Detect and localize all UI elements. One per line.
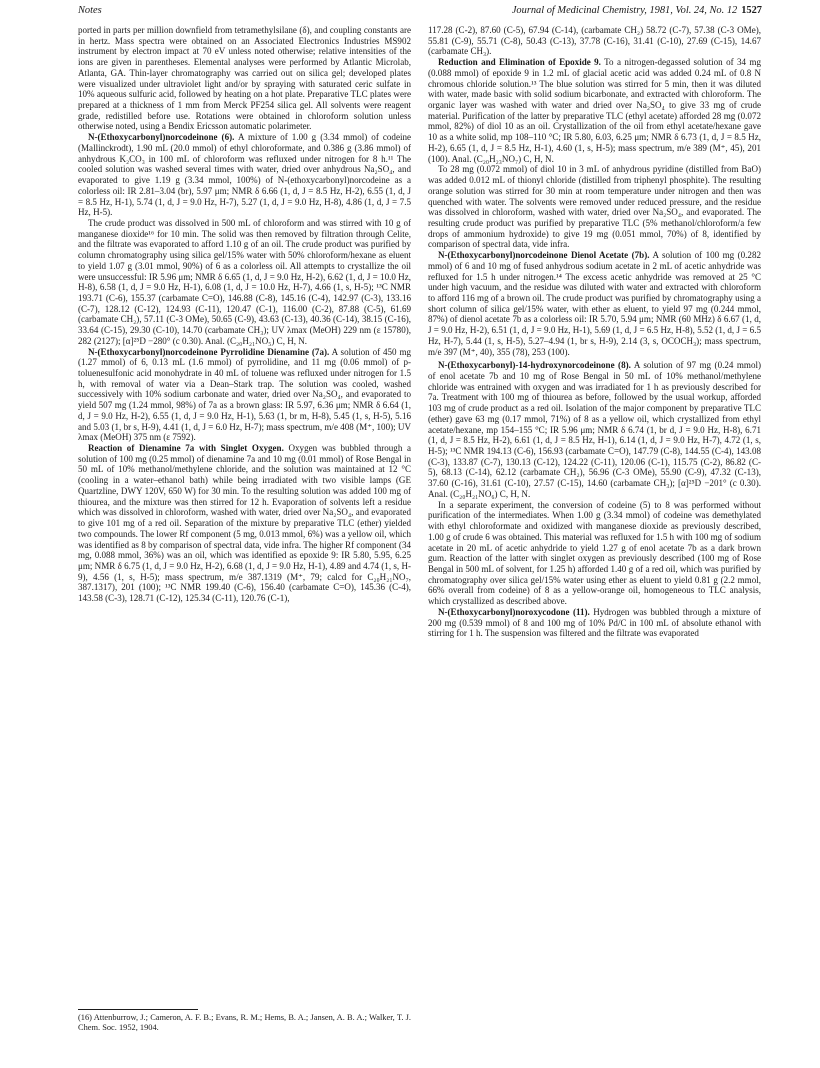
paragraph: [428, 360, 761, 499]
right-column: [428, 25, 761, 639]
paragraph: [428, 25, 761, 57]
paragraph-text: To a nitrogen-degassed solution of 34 mg (0.088 mmol) of epoxide 9 in 1.2 mL of glacial acetic acid was added 0.24 mL of 0.8 N chromous chloride solution.¹³ The blue solution was stirred for 5 min, then it was diluted with water, made basic with solid sodium bicarbonate, and extracted with chloroform. The organic layer was washed with water and dried over Na₂SO₄ to give 33 mg of crude material. Purification of the latter by preparative TLC (ethyl acetate) afforded 28 mg (0.072 mmol, 82%) of diol 10 as an oil. Crystallization of the oil from ethyl acetate/hexane gave 10 as a white solid, mp 108–110 °C; IR 5.80, 6.03, 6.25 μm; NMR δ 6.73 (1, d, J = 8.5 Hz, H-2), 6.65 (1, d, J = 8.5 Hz, H-1), 4.60 (1, s, H-5); mass spectrum, m/e 389 (M⁺, 45), 201 (100). Anal. (C₂₀H₂₃NO₇) C, H, N.: [428, 57, 761, 164]
paragraph-text: Hydrogen was bubbled through a mixture of 200 mg (0.539 mmol) of 8 and 100 mg of 10% Pd/C in 100 mL of absolute ethanol with stirring for 1 h. The suspension was filtered and the filtrate was evaporated: [428, 606, 761, 639]
paragraph: [428, 500, 761, 607]
paragraph: [78, 347, 411, 443]
journal-citation: [512, 5, 762, 16]
running-header: [78, 5, 762, 19]
paragraph-text: A mixture of 1.00 g (3.34 mmol) of codeine (Mallinckrodt), 1.90 mL (20.0 mmol) of ethyl chloroformate, and 0.386 g (3.86 mmol) of anhydrous K₂CO₃ in 100 mL of chloroform was refluxed under nitrogen for 8 h.¹¹ The cooled solution was washed several times with water, dried over anhydrous Na₂SO₄, and evaporated to give 1.19 g (3.34 mmol, 100%) of N-(ethoxycarbonyl)norcodeine as a colorless oil: IR 2.81–3.04 (br), 5.97 μm; NMR δ 6.66 (1, d, J = 8.5 Hz, H-2), 6.55 (1, d, J = 8.5 Hz, H-1), 5.74 (1, d, J = 9.0 Hz, H-7), 5.27 (1, d, J = 9.0 Hz, H-8), 4.86 (1, d, J = 7.5 Hz, H-5).: [78, 132, 412, 218]
paragraph: [428, 607, 761, 639]
paragraph-text: To 28 mg (0.072 mmol) of diol 10 in 3 mL of anhydrous pyridine (distilled from BaO) was added 0.012 mL of thionyl chloride (distilled from triphenyl phosphite). The resulting orange solution was stirred for 30 min at room temperature under nitrogen and then was quenched with water. The solvents were removed under reduced pressure, and the residue was dissolved in chloroform, washed with water, dried over Na₂SO₄, and evaporated. The resulting crude product was purified by preparative TLC (5% methanol/chloroform/a few drops of ammonium hydroxide) to give 19 mg (0.051 mmol, 70%) of 8, identified by comparison of spectral data, vide infra.: [428, 164, 761, 250]
paragraph-text: In a separate experiment, the conversion of codeine (5) to 8 was performed without purification of the intermediates. When 1.00 g (3.34 mmol) of codeine was demethylated with ethyl chloroformate and oxidized with manganese dioxide as previously described, 1.00 g of crude 6 was obtained. This material was refluxed for 1.5 h with 100 mg of sodium acetate in 20 mL of acetic anhydride to yield 1.27 g of enol acetate 7b as a dark brown gum. Reaction of the latter with singlet oxygen as previously described (100 mg of Rose Bengal in 500 mL of solvent, for 1.25 h) afforded 1.40 g of a red oil, which was purified by chromatography over silica gel/15% water using ether as eluent to yield 0.81 g (2.2 mmol, 66% overall from codeine) of 8 as a yellow-orange oil, homogeneous to TLC analysis, which crystallized as described above.: [428, 499, 761, 607]
paragraph: [428, 164, 761, 250]
section-heading: N-(Ethoxycarbonyl)norcodeinone (6).: [88, 132, 235, 143]
paragraph-text: Oxygen was bubbled through a solution of 100 mg (0.25 mmol) of dienamine 7a and 10 mg (0.01 mmol) of Rose Bengal in 50 mL of 10% methanol/methylene chloride, and the solution was maintained at 12 °C (cooling in a water–ethanol bath) while being irradiated with two visible lamps (GE Quartzline, DWY 120V, 650 W) for 30 min. To the resulting solution was added 100 mg of thiourea, and the mixture was then stirred for 12 h. Evaporation of solvents left a residue which was dissolved in chloroform, washed with water, dried over Na₂SO₄, and evaporated to give 101 mg of a red oil. Separation of the mixture by preparative TLC (ether) yielded two compounds. The lower Rf component (5 mg, 0.013 mmol, 6%) was a yellow oil, which was identified as 8 by comparison of spectral data, vide infra. The higher Rf component (34 mg, 0.088 mmol, 36%) was an oil, which was identified as epoxide 9: IR 5.80, 5.95, 6.25 μm; NMR δ 6.75 (1, d, J = 9.0 Hz, H-2), 6.68 (1, d, J = 9.0 Hz, H-1), 4.89 and 4.74 (1, s, H-9), 4.56 (1, s, H-5); mass spectrum, m/e 387.1319 (M⁺, 79; calcd for C₂₀H₂₁NO₇, 387.1317), 201 (100); ¹³C NMR 199.40 (C-6), 156.40 (carbamate C=O), 145.36 (C-4), 143.58 (C-3), 128.71 (C-12), 125.34 (C-11), 120.76 (C-1),: [78, 443, 411, 604]
paragraph-text: The crude product was dissolved in 500 mL of chloroform and was stirred with 10 g of manganese dioxide¹⁶ for 10 min. The solid was then removed by filtration through Celite, and the filtrate was evaporated to afford 1.10 g of an oil. The crude product was purified by column chromatography using silica gel/15% water with 50% chloroform/hexane as eluent to yield 1.07 g (3.01 mmol, 90%) of 6 as a colorless oil. All attempts to crystallize the oil were unsuccessful: IR 5.96 μm; NMR δ 6.65 (1, d, J = 9.0 Hz, H-2), 6.62 (1, d, J = 10.0 Hz, H-8), 6.58 (1, d, J = 9.0 Hz, H-1), 6.08 (1, d, J = 10.0 Hz, H-7), 4.66 (1, s, H-5); ¹³C NMR 193.71 (C-6), 155.37 (carbamate C=O), 146.88 (C-8), 145.16 (C-4), 142.97 (C-3), 133.16 (C-7), 128.12 (C-12), 124.93 (C-11), 120.47 (C-1), 116.00 (C-2), 87.88 (C-5), 61.69 (carbamate CH₂), 57.11 (C-3 OMe), 50.65 (C-9), 43.63 (C-13), 40.36 (C-14), 38.15 (C-16), 33.64 (C-15), 29.30 (C-10), 14.70 (carbamate CH₃); UV λmax (MeOH) 229 nm (ε 15780), 282 (2127); [α]²⁵D −280° (c 0.30). Anal. (C₂₀H₂₁NO₅) C, H, N.: [78, 217, 411, 346]
section-heading: Reaction of Dienamine 7a with Singlet Oxygen.: [88, 443, 284, 454]
section-label: Notes: [78, 5, 102, 16]
section-heading: N-(Ethoxycarbonyl)-14-hydroxynorcodeinone (8).: [438, 360, 631, 371]
journal-name: Journal of Medicinal Chemistry, 1981, Vol. 24, No. 12: [511, 5, 738, 16]
paragraph: [78, 218, 411, 347]
page-number: 1527: [741, 5, 762, 16]
section-heading: N-(Ethoxycarbonyl)norcodeinone Dienol Acetate (7b).: [438, 250, 650, 261]
paragraph: [78, 132, 411, 218]
paragraph-text: A solution of 97 mg (0.24 mmol) of enol acetate 7b and 10 mg of Rose Bengal in 50 mL of 10% methanol/methylene chloride was entrained with oxygen and was irradiated for 1 h as previously described for 7a. Treatment with 100 mg of thiourea as before, followed by the usual workup, afforded 103 mg of crude product as a red oil. Isolation of the major component by preparative TLC (ether) gave 63 mg (0.17 mmol, 71%) of 8 as a yellow oil, which crystallized from ethyl acetate/hexane, mp 154–155 °C; IR 5.96 μm; NMR δ 6.74 (1, br d, J = 9.0 Hz, H-8), 6.71 (1, d, J = 8.5 Hz, H-2), 6.61 (1, d, J = 8.5 Hz, H-1), 6.14 (1, d, J = 9.0 Hz, H-7), 4.72 (1, s, H-5); ¹³C NMR 194.13 (C-6), 156.93 (carbamate C=O), 147.79 (C-8), 144.55 (C-4), 143.08 (C-3), 133.87 (C-7), 130.13 (C-12), 124.22 (C-11), 120.06 (C-1), 115.75 (C-2), 86.82 (C-5), 68.13 (C-14), 62.12 (carbamate CH₂), 56.96 (C-3 OMe), 55.90 (C-9), 47.32 (C-13), 37.60 (C-16), 31.61 (C-10), 27.57 (C-15), 14.60 (carbamate CH₃); [α]²⁵D −201° (c 0.30). Anal. (C₂₀H₂₁NO₆) C, H, N.: [428, 360, 761, 499]
left-column: [78, 25, 411, 604]
paragraph: [428, 57, 761, 164]
footnote-divider: [78, 1009, 198, 1010]
paragraph: [78, 25, 411, 132]
paragraph: [428, 250, 761, 357]
section-heading: N-(Ethoxycarbonyl)noroxycodone (11).: [438, 606, 590, 617]
paragraph: [78, 443, 411, 604]
section-heading: Reduction and Elimination of Epoxide 9.: [438, 57, 601, 68]
paragraph-text: A solution of 450 mg (1.27 mmol) of 6, 0.13 mL (1.6 mmol) of pyrrolidine, and 11 mg (0.06 mmol) of p-toluenesulfonic acid monohydrate in 40 mL of toluene was refluxed under nitrogen for 1.5 h, with removal of water via a Dean–Stark trap. The solution was cooled, washed successively with 10% sodium carbonate and water, dried over Na₂SO₄, and evaporated to yield 507 mg (1.24 mmol, 98%) of 7a as a brown glass: IR 5.97, 6.36 μm; NMR δ 6.64 (1, d, J = 9.0 Hz, H-2), 6.55 (1, d, J = 9.0 Hz, H-1), 5.63 (1, br m, H-8), 5.45 (1, s, H-5), 5.16 and 5.03 (1, br s, H-9), 4.41 (1, d, J = 6.0 Hz, H-7); mass spectrum, m/e 408 (M⁺, 100); UV λmax (MeOH) 375 nm (ε 7592).: [78, 346, 412, 443]
paragraph-text: A solution of 100 mg (0.282 mmol) of 6 and 10 mg of fused anhydrous sodium acetate in 2 mL of acetic anhydride was refluxed for 1.5 h under nitrogen.¹⁴ The excess acetic anhydride was removed at 25 °C under high vacuum, and the residue was diluted with water and extracted with chloroform to afford 116 mg of a brown oil. The crude product was purified by chromatography using a short column of silica gel/15% water, with ether as eluent, to yield 97 mg (0.244 mmol, 87%) of dienol acetate 7b as a colorless oil: IR 5.70, 5.94 μm; NMR (60 MHz) δ 6.67 (1, d, J = 9.0 Hz, H-2), 6.51 (1, d, J = 9.0 Hz, H-1), 5.69 (1, d, J = 6.5 Hz, H-8), 5.52 (1, d, J = 6.5 Hz, H-7), 5.44 (1, s, H-5), 5.27–4.94 (1, br s, H-9), 2.14 (3, s, OCOCH₃); mass spectrum, m/e 397 (M⁺, 40), 355 (78), 253 (100).: [428, 250, 761, 357]
section-heading: N-(Ethoxycarbonyl)norcodeinone Pyrrolidine Dienamine (7a).: [88, 346, 330, 357]
paragraph-text: ported in parts per million downfield from tetramethylsilane (δ), and coupling constants are in hertz. Mass spectra were obtained on an Associated Electronics Industries MS902 instrument by electron impact at 70 eV unless noted otherwise; relative intensities of the ions are given in parentheses. Elemental analyses were performed by Atlantic Microlab, Atlanta, GA. Thin-layer chromatography was carried out on silica gel; developed plates were visualized under ultraviolet light and/or by spraying with saturated ceric sulfate in 10% aqueous sulfuric acid, followed by heating on a hot plate. Preparative TLC plates were prepared at a thickness of 1 mm from Merck PF254 silica gel. All solvents were reagent grade, redistilled before use. Rotations were obtained in chloroform solution unless otherwise noted, using a Bendix Ericsson automatic polarimeter.: [78, 25, 411, 132]
footnote: (16) Attenburrow, J.; Cameron, A. F. B.; Evans, R. M.; Hems, B. A.; Jansen, A. B. A.; Walker, T. J. Chem. Soc. 1952, 1904.: [78, 1013, 411, 1032]
paragraph-text: 117.28 (C-2), 87.60 (C-5), 67.94 (C-14), (carbamate CH₂) 58.72 (C-7), 57.38 (C-3 OMe), 55.81 (C-9), 55.71 (C-8), 50.43 (C-13), 37.78 (C-16), 31.41 (C-10), 27.69 (C-15), 14.67 (carbamate CH₃).: [428, 25, 761, 57]
